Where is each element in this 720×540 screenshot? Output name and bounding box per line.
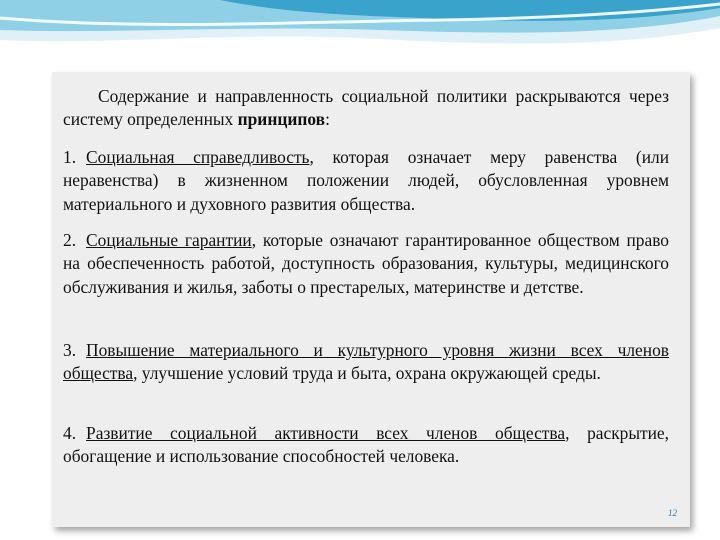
principle-3 [63, 339, 669, 386]
principle-text: , которые означают гарантированное обществом право на обеспеченность работой, доступность образования, культуры, медицинского обслуживания и жилья, заботы о престарелых, материнстве и детстве. [63, 230, 669, 297]
intro-bold-word: принципов [237, 109, 326, 130]
principle-text: , которая означает меру равенства (или неравенства) в жизненном положении людей, обусловленная уровнем материального и духовного развития общества. [63, 147, 670, 214]
page-number: 12 [668, 508, 677, 518]
intro-paragraph [63, 85, 669, 132]
principle-text: , улучшение условий труда и быта, охрана окружающей среды. [133, 363, 601, 384]
principle-text: , раскрытие, обогащение и использование способностей человека. [63, 423, 669, 467]
principle-title: Социальные гарантии [86, 230, 252, 250]
principle-title: Повышение материального и культурного уровня жизни всех членов общества [63, 340, 669, 384]
principle-4 [63, 422, 669, 469]
content-box [52, 72, 690, 527]
principle-number: 2. [63, 230, 77, 250]
principle-number: 3. [63, 340, 77, 360]
principle-1 [63, 146, 669, 216]
header-wave-decoration [0, 0, 720, 70]
principle-number: 4. [63, 423, 77, 443]
principle-title: Развитие социальной активности всех членов общества [86, 423, 566, 443]
intro-text: Содержание и направленность социальной политики раскрываются через систему определенных [63, 86, 669, 130]
intro-text-end: : [325, 109, 330, 130]
principle-title: Социальная справедливость [86, 147, 310, 167]
principle-2 [63, 229, 669, 299]
principle-number: 1. [63, 147, 77, 167]
